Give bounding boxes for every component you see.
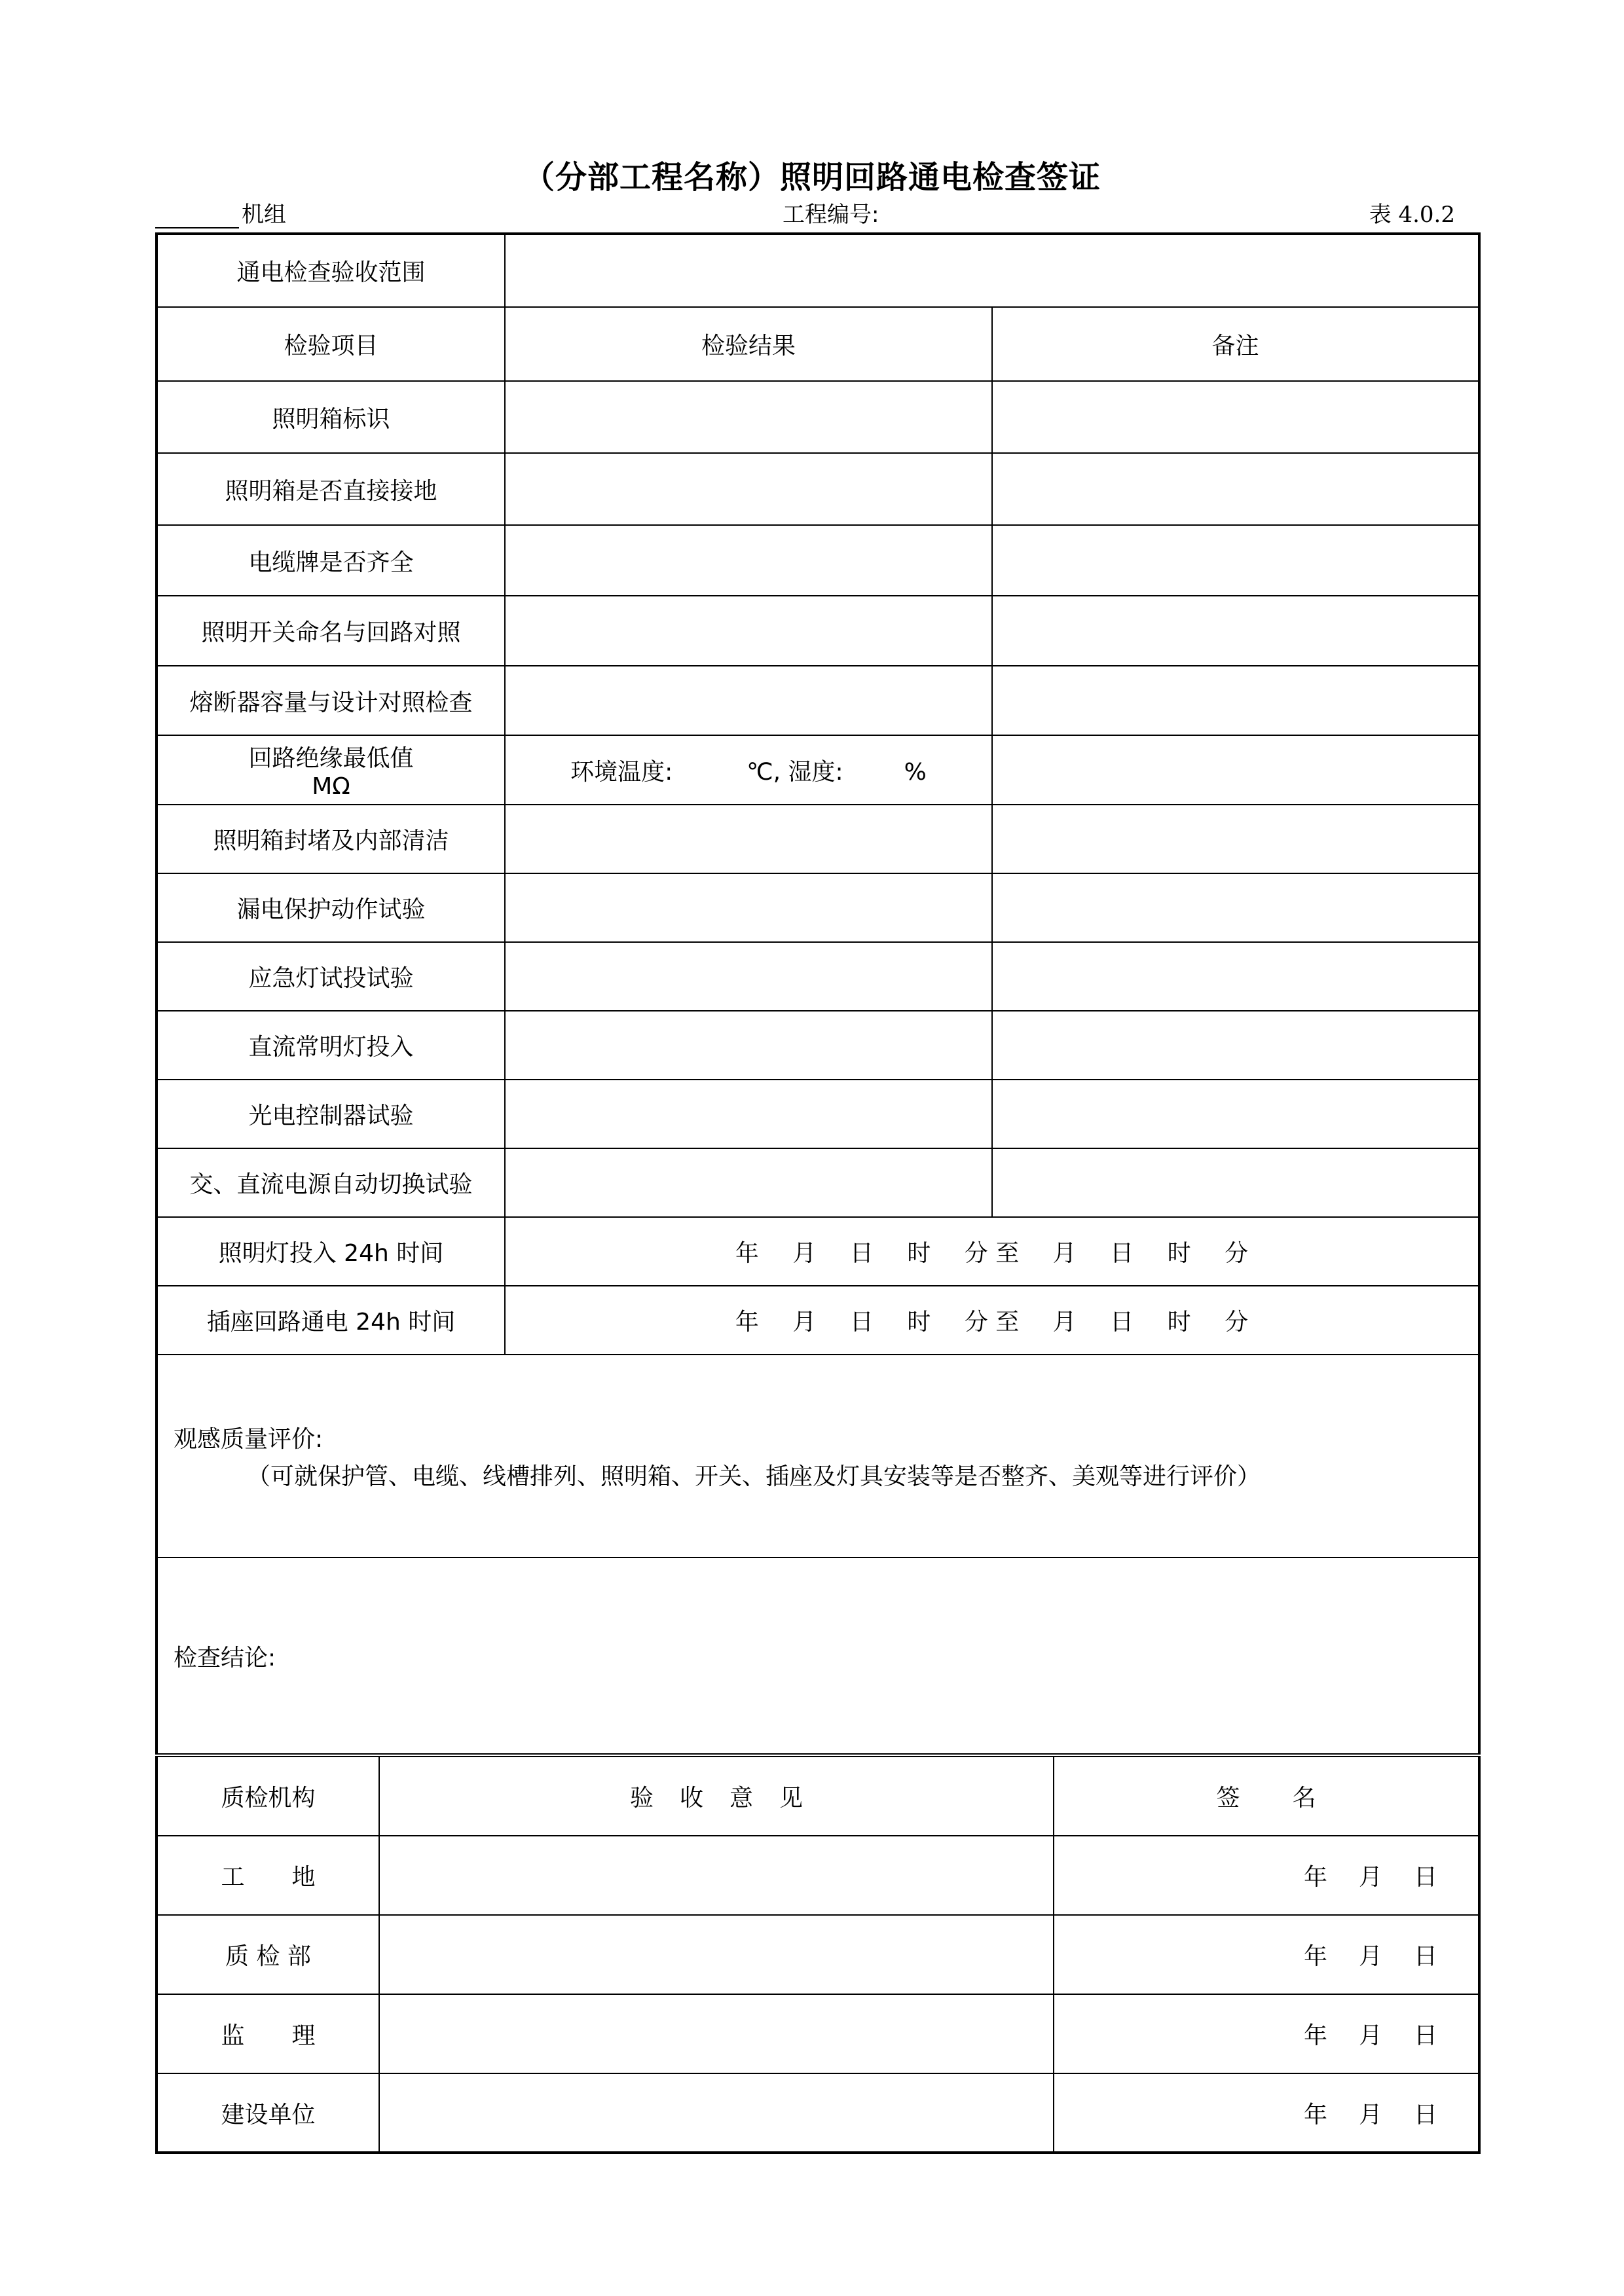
quality-label: 观感质量评价: [174,1426,323,1453]
result-cell[interactable] [505,1080,992,1148]
env-temp-label: 环境温度: [570,758,673,786]
remark-cell[interactable] [992,873,1479,942]
scope-row [157,234,1479,307]
time-part: 日 [849,1309,874,1336]
result-cell[interactable] [505,381,992,453]
time-part: 分 至 [964,1240,1020,1267]
item-label: 照明箱封堵及内部清洁 [157,805,505,873]
opinion-cell[interactable] [379,2073,1054,2153]
item-label: 直流常明灯投入 [157,1011,505,1080]
signature-row [157,1836,1479,1915]
result-cell[interactable] [505,666,992,735]
time-part: 日 [1110,1309,1134,1336]
org-name: 建设单位 [157,2073,379,2153]
time-part: 分 至 [964,1309,1020,1336]
time-row [157,1217,1479,1286]
opinion-cell[interactable] [379,1915,1054,1994]
table-row [157,666,1479,735]
time-part: 年 [735,1240,759,1267]
time-label: 插座回路通电 24h 时间 [157,1286,505,1355]
item-label: 应急灯试投试验 [157,942,505,1011]
time-part: 年 [735,1309,759,1336]
item-label: 光电控制器试验 [157,1080,505,1148]
remark-cell[interactable] [992,942,1479,1011]
result-cell[interactable] [505,942,992,1011]
remark-cell[interactable] [992,1148,1479,1217]
sign-date-cell[interactable]: 年 月 日 [1054,2073,1479,2153]
opinion-cell[interactable] [379,1836,1054,1915]
time-part: 日 [849,1240,874,1267]
time-label: 照明灯投入 24h 时间 [157,1217,505,1286]
time-row [157,1286,1479,1355]
time-part: 月 [1052,1240,1077,1267]
time-part: 时 [1167,1240,1191,1267]
conclusion-cell[interactable] [157,1558,1479,1754]
org-header: 质检机构 [157,1757,379,1836]
table-row [157,381,1479,453]
org-name: 工 地 [157,1836,379,1915]
column-header-row [157,307,1479,381]
opinion-cell[interactable] [379,1994,1054,2073]
remark-cell[interactable] [992,525,1479,596]
signature-table [155,1756,1481,2154]
item-label: 熔断器容量与设计对照检查 [157,666,505,735]
signature-row [157,2073,1479,2153]
scope-label: 通电检查验收范围 [157,234,505,307]
table-row [157,1080,1479,1148]
sign-header: 签 名 [1054,1757,1479,1836]
item-label: 照明箱标识 [157,381,505,453]
item-label: 照明开关命名与回路对照 [157,596,505,666]
time-range[interactable] [505,1286,1479,1355]
conclusion-row [157,1558,1479,1754]
col-remark: 备注 [992,307,1479,381]
project-no-label: 工程编号: [783,202,879,228]
item-label: 漏电保护动作试验 [157,873,505,942]
result-cell[interactable] [505,453,992,525]
insulation-label [157,735,505,805]
table-row [157,873,1479,942]
org-name: 监 理 [157,1994,379,2073]
environment-cell[interactable] [505,735,992,805]
temp-unit: ℃, [747,758,781,786]
signature-row [157,1994,1479,2073]
remark-cell[interactable] [992,1080,1479,1148]
form-title: （分部工程名称）照明回路通电检查签证 [523,159,1101,196]
col-item: 检验项目 [157,307,505,381]
time-part: 分 [1225,1309,1249,1336]
insulation-unit: MΩ [312,773,350,800]
quality-hint: （可就保护管、电缆、线槽排列、照明箱、开关、插座及灯具安装等是否整齐、美观等进行评价） [247,1463,1261,1490]
table-row [157,1011,1479,1080]
result-cell[interactable] [505,525,992,596]
time-part: 分 [1225,1240,1249,1267]
remark-cell[interactable] [992,453,1479,525]
time-range[interactable] [505,1217,1479,1286]
quality-cell[interactable] [157,1355,1479,1558]
unit-suffix: 机组 [242,202,286,228]
time-part: 月 [1052,1309,1077,1336]
remark-cell[interactable] [992,596,1479,666]
result-cell[interactable] [505,805,992,873]
col-result: 检验结果 [505,307,992,381]
table-row [157,596,1479,666]
time-part: 月 [792,1309,817,1336]
table-row [157,942,1479,1011]
sign-date-cell[interactable]: 年 月 日 [1054,1915,1479,1994]
form-number: 表 4.0.2 [1369,202,1455,228]
time-part: 时 [1167,1309,1191,1336]
insulation-row [157,735,1479,805]
item-label: 电缆牌是否齐全 [157,525,505,596]
inspection-table [155,232,1481,1755]
signature-row [157,1915,1479,1994]
item-label: 交、直流电源自动切换试验 [157,1148,505,1217]
table-row [157,525,1479,596]
unit-header [155,196,286,228]
opinion-header: 验 收 意 见 [379,1757,1054,1836]
unit-blank[interactable] [155,204,239,228]
time-part: 日 [1110,1240,1134,1267]
scope-value[interactable] [505,234,1479,307]
remark-cell[interactable] [992,666,1479,735]
remark-cell[interactable] [992,1011,1479,1080]
result-cell[interactable] [505,596,992,666]
remark-cell[interactable] [992,735,1479,805]
sign-date-cell[interactable]: 年 月 日 [1054,1994,1479,2073]
sign-date-cell[interactable]: 年 月 日 [1054,1836,1479,1915]
result-cell[interactable] [505,1011,992,1080]
signature-header-row [157,1757,1479,1836]
result-cell[interactable] [505,873,992,942]
org-name: 质 检 部 [157,1915,379,1994]
insulation-label-line1: 回路绝缘最低值 [248,745,414,772]
result-cell[interactable] [505,1148,992,1217]
remark-cell[interactable] [992,381,1479,453]
item-label: 照明箱是否直接接地 [157,453,505,525]
table-row [157,453,1479,525]
table-row [157,805,1479,873]
conclusion-label: 检查结论: [174,1644,276,1671]
humidity-label: 湿度: [788,758,843,786]
humidity-unit: % [904,758,927,786]
time-part: 时 [907,1309,931,1336]
time-part: 时 [907,1240,931,1267]
quality-row [157,1355,1479,1558]
time-part: 月 [792,1240,817,1267]
remark-cell[interactable] [992,805,1479,873]
table-row [157,1148,1479,1217]
